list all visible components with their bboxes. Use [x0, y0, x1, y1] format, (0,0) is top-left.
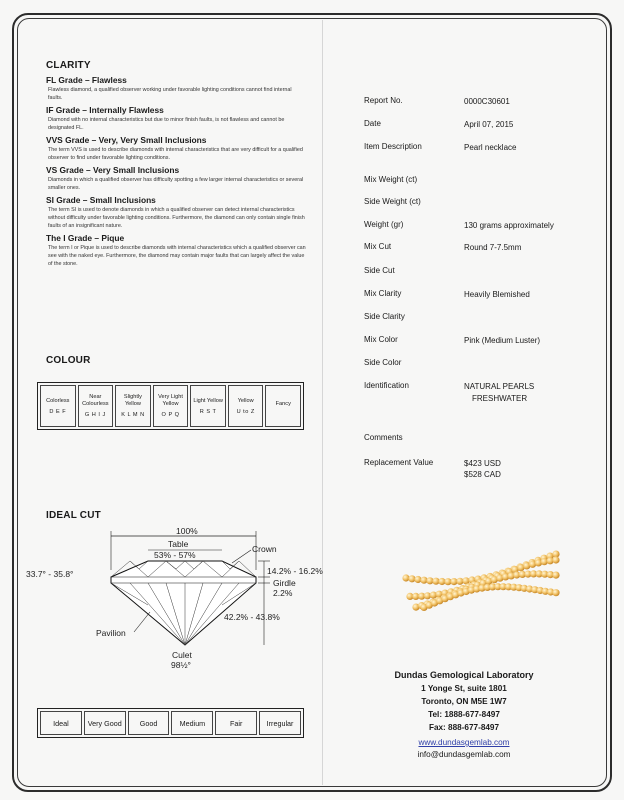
- colour-cell-letters: G H I J: [84, 412, 106, 418]
- colour-cell: [228, 385, 264, 427]
- colour-cell: [153, 385, 189, 427]
- crown-arrow: [232, 550, 251, 563]
- colour-cell-name: Yellow: [237, 397, 254, 404]
- report-label: Date: [364, 119, 381, 128]
- cut-grade-cell: Good: [128, 711, 170, 735]
- grade-fl-desc: Flawless diamond, a qualified observer working under favorable lighting conditions cannot find internal faults.: [48, 87, 292, 101]
- lab-website-link[interactable]: www.dundasgemlab.com: [418, 738, 510, 747]
- report-label: Identification: [364, 381, 409, 390]
- cut-grade-cell: Very Good: [84, 711, 126, 735]
- lab-tel: Tel: 1888-677-8497: [428, 710, 500, 719]
- girdle-label: Girdle: [273, 578, 296, 588]
- grade-if-desc: Diamond with no internal characteristics but due to minor finish faults, is not flawless and cannot be designated FL.: [48, 117, 285, 131]
- report-value: Pearl necklace: [464, 143, 517, 152]
- report-value: NATURAL PEARLS: [464, 382, 535, 391]
- grade-si-title: SI Grade – Small Inclusions: [46, 195, 156, 205]
- width-label: 100%: [176, 526, 198, 536]
- colour-cell: [115, 385, 151, 427]
- colour-cell-name: Slightly Yellow: [123, 394, 142, 407]
- colour-cell-name: Very Light Yellow: [158, 394, 183, 407]
- colour-cell: [40, 385, 76, 427]
- lab-fax: Fax: 888-677-8497: [428, 723, 500, 732]
- colour-cell-name: Near Colourless: [82, 394, 109, 407]
- cut-grade-cell: Medium: [171, 711, 213, 735]
- report-label: Weight (gr): [364, 220, 404, 229]
- crown-height-label: 14.2% - 16.2%: [267, 566, 323, 576]
- grade-fl-title: FL Grade – Flawless: [46, 75, 127, 85]
- colour-cell-letters: D E F: [49, 408, 67, 415]
- report-label: Side Cut: [364, 266, 395, 275]
- culet-label: Culet: [172, 650, 192, 660]
- grade-vs-desc: Diamonds in which a qualified observer has difficulty spotting a few larger internal characteristics or several smaller ones.: [48, 177, 304, 191]
- pavilion-arrow: [134, 612, 150, 632]
- lab-address-line1: 1 Yonge St, suite 1801: [421, 684, 507, 693]
- report-label: Side Color: [364, 358, 402, 367]
- colour-cell-name: Fancy: [275, 400, 291, 407]
- report-value: 0000C30601: [464, 97, 510, 106]
- pearl-strands: [402, 551, 559, 612]
- colour-title: COLOUR: [46, 355, 91, 366]
- pavilion-depth-label: 42.2% - 43.8%: [224, 612, 280, 622]
- grade-i-desc: The term I or Pique is used to describe diamonds with internal characteristics which a qualified observer can see with the naked eye. Furthermore, the diamond may contain major faults that can largely affect the value of the stone.: [48, 245, 306, 267]
- table-range-label: 53% - 57%: [154, 550, 196, 560]
- grade-vvs-desc: The term VVS is used to describe diamonds with internal characteristics that are very difficult for a qualified observer to find under favorable lighting conditions.: [48, 147, 303, 161]
- report-label: Side Weight (ct): [364, 197, 421, 206]
- report-label: Side Clarity: [364, 312, 405, 321]
- report-label: Mix Color: [364, 335, 398, 344]
- girdle-value-label: 2.2%: [273, 588, 293, 598]
- fold-line: [322, 20, 323, 785]
- grade-si-desc: The term SI is used to denote diamonds in which a qualified observer can detect internal characteristics without difficulty under favorable lighting conditions. Furthermore, the diamond can only contain single finish faults of an insignificant nature.: [48, 207, 305, 229]
- cut-grade-cell: Ideal: [40, 711, 82, 735]
- colour-cell-letters: R S T: [199, 408, 217, 415]
- lab-name: Dundas Gemological Laboratory: [394, 670, 534, 680]
- diamond-proportion-diagram: [26, 520, 323, 675]
- report-label: Replacement Value: [364, 458, 434, 467]
- report-value: April 07, 2015: [464, 120, 514, 129]
- colour-cell-name: Colorless: [46, 397, 70, 404]
- crown-label: Crown: [252, 544, 277, 554]
- clarity-section: [46, 60, 306, 268]
- diamond-outline: [111, 561, 256, 645]
- pavilion-label: Pavilion: [96, 628, 126, 638]
- culet-value-label: 98½°: [171, 660, 191, 670]
- report-value: Pink (Medium Luster): [464, 336, 541, 345]
- colour-scale-table: [37, 382, 304, 430]
- colour-cell: [190, 385, 226, 427]
- report-value-line2: $528 CAD: [464, 470, 501, 479]
- report-value: Heavily Blemished: [464, 290, 530, 299]
- report-value: Round 7-7.5mm: [464, 243, 522, 252]
- colour-cell-letters: K L M N: [121, 412, 145, 418]
- report-label: Mix Clarity: [364, 289, 402, 298]
- colour-cell-letters: O P Q: [161, 412, 180, 418]
- grade-vs-title: VS Grade – Very Small Inclusions: [46, 165, 180, 175]
- lab-email: info@dundasgemlab.com: [417, 750, 511, 759]
- table-label: Table: [168, 539, 189, 549]
- grade-if-title: IF Grade – Internally Flawless: [46, 105, 164, 115]
- grade-i-title: The I Grade – Pique: [46, 233, 125, 243]
- pearl-bead: [552, 556, 559, 563]
- grade-vvs-title: VVS Grade – Very, Very Small Inclusions: [46, 135, 207, 145]
- report-label: Comments: [364, 433, 403, 442]
- pearl-bead: [552, 589, 559, 596]
- cut-grade-cell: Irregular: [259, 711, 301, 735]
- crown-angle-label: 33.7° - 35.8°: [26, 569, 74, 579]
- pearl-necklace-image: [396, 548, 571, 623]
- colour-cell: [78, 385, 114, 427]
- report-label: Mix Weight (ct): [364, 175, 418, 184]
- report-value: 130 grams approximately: [464, 221, 554, 230]
- clarity-title: CLARITY: [46, 60, 91, 71]
- report-value-line2: FRESHWATER: [472, 394, 528, 403]
- cut-grade-cell: Fair: [215, 711, 257, 735]
- report-label: Mix Cut: [364, 242, 392, 251]
- cut-grade-table: [37, 708, 304, 738]
- report-label: Item Description: [364, 142, 422, 151]
- lab-contact-block: [330, 670, 598, 759]
- ideal-cut-title: IDEAL CUT: [46, 510, 101, 521]
- pearl-bead: [552, 572, 559, 579]
- colour-cell: [265, 385, 301, 427]
- lab-address-line2: Toronto, ON M5E 1W7: [421, 697, 507, 706]
- colour-cell-name: Light Yellow: [193, 397, 223, 404]
- report-value: $423 USD: [464, 459, 501, 468]
- colour-cell-letters: U to Z: [236, 408, 255, 415]
- report-label: Report No.: [364, 96, 403, 105]
